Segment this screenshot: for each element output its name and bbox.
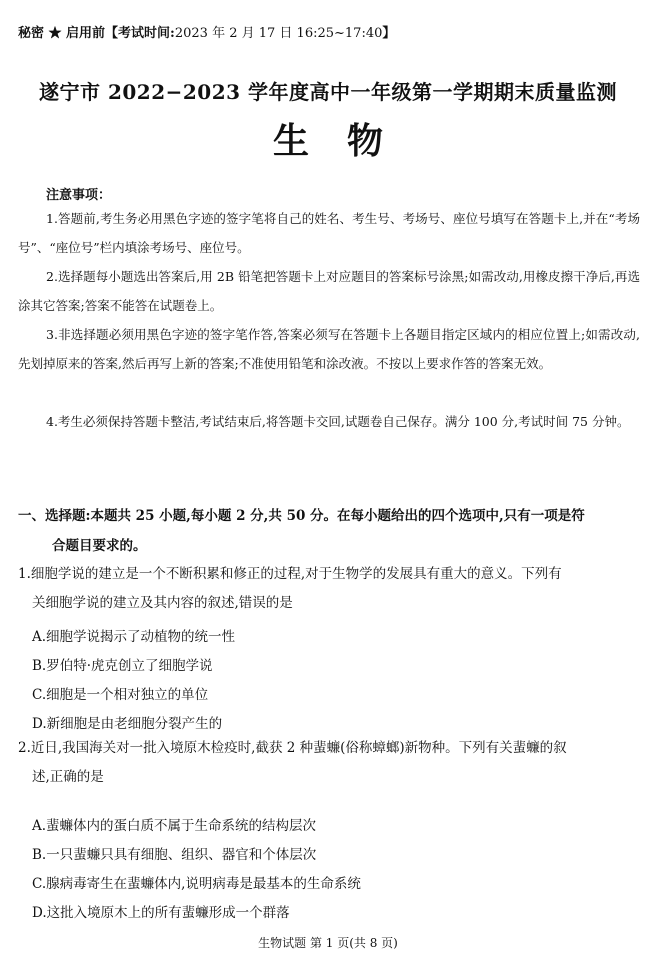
question-stem-line: 关细胞学说的建立及其内容的叙述,错误的是 — [32, 595, 293, 611]
confidential-header — [18, 22, 395, 41]
notice-item: 1.答题前,考生务必用黑色字迹的签字笔将自己的姓名、考生号、考场号、座位号填写在答题卡上,并在“考场号”、“座位号”栏内填涂考场号、座位号。 — [18, 211, 640, 255]
notice-heading: 注意事项： — [46, 188, 112, 203]
header-label: 秘密 ★ 启用前【考试时间: — [18, 26, 175, 41]
exam-time: 2023 年 2 月 17 日 16:25~17:40 — [174, 26, 383, 41]
notice-item: 2.选择题每小题选出答案后,用 2B 铅笔把答题卡上对应题目的答案标号涂黑;如需改动,用橡皮擦干净后,再选涂其它答案;答案不能答在试题卷上。 — [18, 269, 640, 313]
section-heading-line1: 一、选择题:本题共 25 小题,每小题 2 分,共 50 分。在每小题给出的四个选项中,只有一项是符 — [18, 508, 585, 524]
question-stem-line: 1.细胞学说的建立是一个不断积累和修正的过程,对于生物学的发展具有重大的意义。下列有 — [18, 566, 562, 582]
question-1-option-b: B.罗伯特·虎克创立了细胞学说 — [32, 658, 213, 674]
notice-item: 3.非选择题必须用黑色字迹的签字笔作答,答案必须写在答题卡上各题目指定区域内的相应位置上;如需改动,先划掉原来的答案,然后再写上新的答案;不准使用铅笔和涂改液。不按以上要求作答的答案无效。 — [18, 327, 640, 371]
question-2-option-b: B.一只蜚蠊只具有细胞、组织、器官和个体层次 — [32, 847, 317, 863]
header-close: 】 — [382, 26, 396, 41]
question-2-option-d: D.这批入境原木上的所有蜚蠊形成一个群落 — [32, 905, 290, 921]
exam-title: 遂宁市 2022−2023 学年度高中一年级第一学期期末质量监测 — [38, 80, 617, 104]
question-2-option-a: A.蜚蠊体内的蛋白质不属于生命系统的结构层次 — [32, 818, 317, 834]
section-heading — [18, 501, 646, 561]
question-stem-line: 2.近日,我国海关对一批入境原木检疫时,截获 2 种蜚蠊(俗称蟑螂)新物种。下列有关蜚蠊的叙 — [18, 740, 567, 756]
section-heading-line2: 合题目要求的。 — [52, 538, 147, 554]
question-1-option-c: C.细胞是一个相对独立的单位 — [32, 687, 209, 703]
notice-item: 4.考生必须保持答题卡整洁,考试结束后,将答题卡交回,试题卷自己保存。满分 100 分,考试时间 75 分钟。 — [46, 414, 630, 429]
page-footer: 生物试题 第 1 页(共 8 页) — [258, 936, 398, 950]
question-2-option-c: C.腺病毒寄生在蜚蠊体内,说明病毒是最基本的生命系统 — [32, 876, 361, 892]
question-1-option-a: A.细胞学说揭示了动植物的统一性 — [32, 629, 236, 645]
question-1-stem — [18, 560, 648, 618]
question-2-stem — [18, 734, 648, 792]
question-1-option-d: D.新细胞是由老细胞分裂产生的 — [32, 716, 223, 732]
subject-title: 生物 — [272, 120, 421, 162]
question-stem-line: 述,正确的是 — [32, 769, 104, 785]
